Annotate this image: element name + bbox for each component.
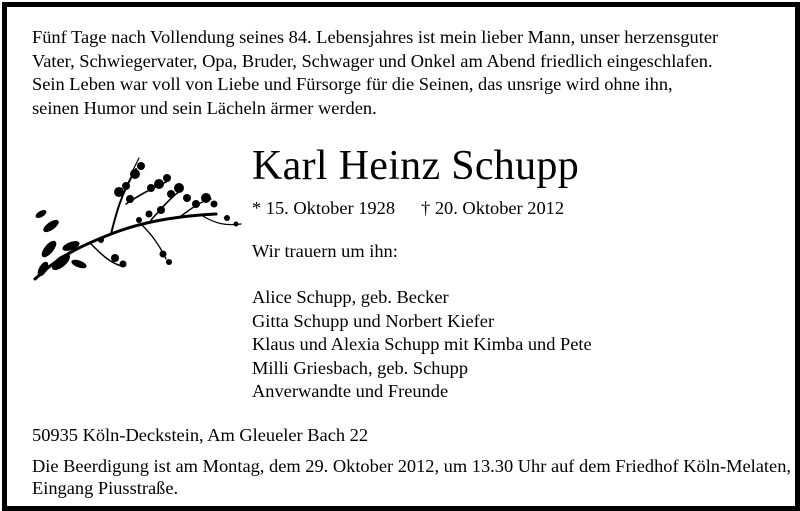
family-member: Anverwandte und Freunde xyxy=(252,381,449,401)
intro-text xyxy=(32,26,782,120)
intro-line: Sein Leben war voll von Liebe und Fürsorge für die Seinen, das unsrige wird ohne ihn, xyxy=(32,74,673,94)
family-member: Gitta Schupp und Norbert Kiefer xyxy=(252,310,495,331)
life-dates xyxy=(252,197,564,219)
intro-line: Fünf Tage nach Vollendung seines 84. Lebensjahres ist mein lieber Mann, unser herzensguter xyxy=(32,27,719,47)
mourning-address: 50935 Köln-Deckstein, Am Gleueler Bach 22 xyxy=(32,425,369,445)
birth-date: * 15. Oktober 1928 xyxy=(252,198,396,218)
intro-line: Vater, Schwiegervater, Opa, Bruder, Schwager und Onkel am Abend friedlich eingeschlafen. xyxy=(32,50,713,71)
family-member: Alice Schupp, geb. Becker xyxy=(252,287,449,307)
death-date: † 20. Oktober 2012 xyxy=(421,198,565,218)
funeral-info xyxy=(32,455,791,499)
mourning-line: Wir trauern um ihn: xyxy=(252,241,398,261)
funeral-line: Eingang Piusstraße. xyxy=(32,478,179,498)
obituary-notice xyxy=(2,2,800,511)
family-member: Milli Griesbach, geb. Schupp xyxy=(252,357,469,378)
funeral-line: Die Beerdigung ist am Montag, dem 29. Oktober 2012, um 13.30 Uhr auf dem Friedhof Köln-Melaten, xyxy=(32,456,791,476)
blossom-branch-icon xyxy=(31,154,246,284)
family-list xyxy=(252,286,592,404)
intro-line: seinen Humor und sein Lächeln ärmer werden. xyxy=(32,97,377,118)
family-member: Klaus und Alexia Schupp mit Kimba und Pete xyxy=(252,334,592,354)
deceased-name: Karl Heinz Schupp xyxy=(252,143,580,189)
